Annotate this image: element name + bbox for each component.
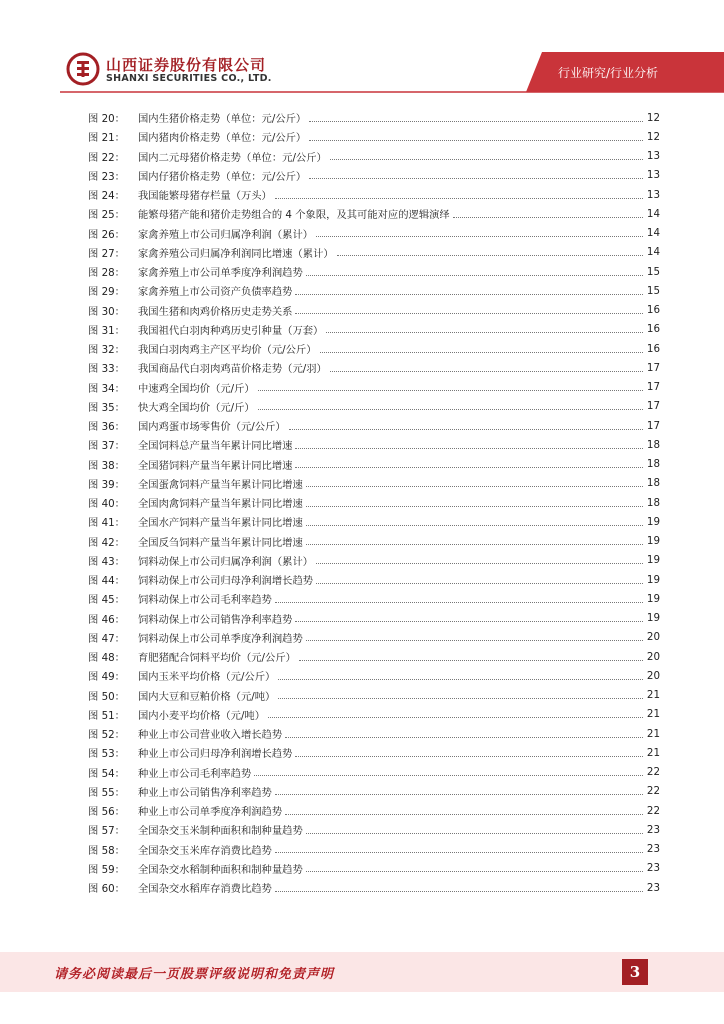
figure-number: 图 28： xyxy=(88,267,125,280)
figure-page: 17 xyxy=(646,361,660,374)
figure-title: 我国生猪和肉鸡价格历史走势关系 xyxy=(138,305,293,318)
figure-number: 图 30： xyxy=(88,305,125,318)
toc-row[interactable] xyxy=(88,262,660,281)
figure-title: 全国蛋禽饲料产量当年累计同比增速 xyxy=(138,478,303,491)
leader-dots xyxy=(278,678,643,680)
toc-row[interactable] xyxy=(88,474,660,493)
figure-title: 国内鸡蛋市场零售价（元/公斤） xyxy=(138,421,286,434)
figure-number: 图 23： xyxy=(88,170,125,183)
toc-row[interactable] xyxy=(88,281,660,300)
leader-dots xyxy=(275,793,643,795)
figure-page: 12 xyxy=(646,111,660,124)
figure-page: 16 xyxy=(646,304,660,317)
figure-number: 图 38： xyxy=(88,459,125,472)
leader-dots xyxy=(306,639,643,641)
figure-number: 图 46： xyxy=(88,613,125,626)
figure-number: 图 55： xyxy=(88,786,125,799)
toc-row[interactable] xyxy=(88,589,660,608)
figure-number: 图 48： xyxy=(88,652,125,665)
figure-page: 13 xyxy=(646,188,660,201)
figure-title: 家禽养殖上市公司归属净利润（累计） xyxy=(138,228,314,241)
toc-row[interactable] xyxy=(88,666,660,685)
figure-number: 图 26： xyxy=(88,228,125,241)
figure-number: 图 40： xyxy=(88,498,125,511)
figure-title: 中速鸡全国均价（元/斤） xyxy=(138,382,255,395)
figure-page: 20 xyxy=(646,650,660,663)
leader-dots xyxy=(254,774,643,776)
figure-title: 国内大豆和豆粕价格（元/吨） xyxy=(138,690,276,703)
figure-title: 家禽养殖上市公司单季度净利润趋势 xyxy=(138,267,303,280)
figure-page: 22 xyxy=(646,804,660,817)
figure-number: 图 44： xyxy=(88,575,125,588)
figure-title: 国内玉米平均价格（元/公斤） xyxy=(138,671,276,684)
toc-row[interactable] xyxy=(88,147,660,166)
toc-row[interactable] xyxy=(88,551,660,570)
leader-dots xyxy=(316,582,643,584)
figure-page: 14 xyxy=(646,246,660,259)
figure-title: 育肥猪配合饲料平均价（元/公斤） xyxy=(138,652,296,665)
figure-title: 饲料动保上市公司归母净利润增长趋势 xyxy=(138,575,314,588)
figure-page: 15 xyxy=(646,284,660,297)
figure-number: 图 22： xyxy=(88,151,125,164)
figure-number: 图 54： xyxy=(88,767,125,780)
company-logo-icon xyxy=(66,52,100,86)
toc-row[interactable] xyxy=(88,801,660,820)
figure-number: 图 47： xyxy=(88,632,125,645)
toc-row[interactable] xyxy=(88,416,660,435)
figure-page: 21 xyxy=(646,708,660,721)
leader-dots xyxy=(320,351,643,353)
toc-row[interactable] xyxy=(88,108,660,127)
toc-row[interactable] xyxy=(88,493,660,512)
figure-title: 国内仔猪价格走势（单位：元/公斤） xyxy=(138,170,307,183)
figure-page: 21 xyxy=(646,746,660,759)
toc-row[interactable] xyxy=(88,859,660,878)
figure-title: 我国祖代白羽肉种鸡历史引种量（万套） xyxy=(138,324,324,337)
leader-dots xyxy=(309,177,643,179)
leader-dots xyxy=(295,447,643,449)
figure-title: 种业上市公司营业收入增长趋势 xyxy=(138,729,283,742)
leader-dots xyxy=(285,736,643,738)
figure-number: 图 36： xyxy=(88,421,125,434)
leader-dots xyxy=(275,890,643,892)
figure-page: 18 xyxy=(646,477,660,490)
footer-disclaimer: 请务必阅读最后一页股票评级说明和免责声明 xyxy=(54,967,335,982)
leader-dots xyxy=(268,716,643,718)
figure-number: 图 27： xyxy=(88,247,125,260)
figure-title: 能繁母猪产能和猪价走势组合的 4 个象限，及其可能对应的逻辑演绎 xyxy=(138,209,450,222)
figure-number: 图 52： xyxy=(88,729,125,742)
figure-title: 全国饲料总产量当年累计同比增速 xyxy=(138,440,293,453)
figure-number: 图 32： xyxy=(88,344,125,357)
company-name-cn: 山西证券股份有限公司 xyxy=(106,56,267,74)
figure-title: 我国能繁母猪存栏量（万头） xyxy=(138,190,272,203)
leader-dots xyxy=(275,601,643,603)
figure-number: 图 34： xyxy=(88,382,125,395)
leader-dots xyxy=(295,755,643,757)
figure-page: 21 xyxy=(646,727,660,740)
toc-row[interactable] xyxy=(88,455,660,474)
figure-page: 18 xyxy=(646,496,660,509)
report-section-label: 行业研究/行业分析 xyxy=(557,66,659,80)
figure-page: 19 xyxy=(646,535,660,548)
figure-title: 家禽养殖公司归属净利润同比增速（累计） xyxy=(138,247,334,260)
figure-title: 国内猪肉价格走势（单位：元/公斤） xyxy=(138,132,307,145)
figure-title: 家禽养殖上市公司资产负债率趋势 xyxy=(138,286,293,299)
leader-dots xyxy=(278,697,643,699)
leader-dots xyxy=(330,370,643,372)
toc-row[interactable] xyxy=(88,532,660,551)
leader-dots xyxy=(306,274,643,276)
figure-title: 全国水产饲料产量当年累计同比增速 xyxy=(138,517,303,530)
figure-number: 图 50： xyxy=(88,690,125,703)
company-name-en: SHANXI SECURITIES CO., LTD. xyxy=(106,73,272,84)
figure-page: 16 xyxy=(646,323,660,336)
figure-page: 19 xyxy=(646,573,660,586)
figure-page: 23 xyxy=(646,843,660,856)
leader-dots xyxy=(306,832,643,834)
toc-row[interactable] xyxy=(88,647,660,666)
toc-row[interactable] xyxy=(88,840,660,859)
figure-page: 23 xyxy=(646,823,660,836)
figure-title: 种业上市公司销售净利率趋势 xyxy=(138,786,272,799)
toc-row[interactable] xyxy=(88,339,660,358)
figure-page: 19 xyxy=(646,612,660,625)
figure-page: 17 xyxy=(646,381,660,394)
figure-title: 全国杂交玉米制种面积和制种量趋势 xyxy=(138,825,303,838)
figure-number: 图 31： xyxy=(88,324,125,337)
toc-row[interactable] xyxy=(88,782,660,801)
figure-page: 23 xyxy=(646,862,660,875)
figure-number: 图 59： xyxy=(88,863,125,876)
toc-row[interactable] xyxy=(88,166,660,185)
toc-row[interactable] xyxy=(88,878,660,897)
leader-dots xyxy=(285,813,643,815)
toc-row[interactable] xyxy=(88,686,660,705)
toc-row[interactable] xyxy=(88,724,660,743)
figure-number: 图 39： xyxy=(88,478,125,491)
figure-page: 13 xyxy=(646,150,660,163)
toc-row[interactable] xyxy=(88,763,660,782)
leader-dots xyxy=(306,524,643,526)
figure-page: 14 xyxy=(646,207,660,220)
figure-number: 图 57： xyxy=(88,825,125,838)
header-band xyxy=(0,0,724,100)
figure-title: 饲料动保上市公司毛利率趋势 xyxy=(138,594,272,607)
toc-row[interactable] xyxy=(88,358,660,377)
figure-title: 种业上市公司归母净利润增长趋势 xyxy=(138,748,293,761)
figure-title: 快大鸡全国均价（元/斤） xyxy=(138,401,255,414)
toc-row[interactable] xyxy=(88,397,660,416)
toc-row[interactable] xyxy=(88,609,660,628)
figure-page: 22 xyxy=(646,766,660,779)
figure-number: 图 24： xyxy=(88,190,125,203)
figure-number: 图 56： xyxy=(88,806,125,819)
figure-page: 18 xyxy=(646,438,660,451)
toc-row[interactable] xyxy=(88,204,660,223)
leader-dots xyxy=(295,312,643,314)
figure-number: 图 20： xyxy=(88,113,125,126)
leader-dots xyxy=(316,235,643,237)
figure-title: 全国反刍饲料产量当年累计同比增速 xyxy=(138,536,303,549)
figure-page: 19 xyxy=(646,554,660,567)
leader-dots xyxy=(330,158,643,160)
leader-dots xyxy=(309,120,643,122)
toc-row[interactable] xyxy=(88,512,660,531)
figure-page: 19 xyxy=(646,592,660,605)
figure-number: 图 49： xyxy=(88,671,125,684)
figure-title: 我国白羽肉鸡主产区平均价（元/公斤） xyxy=(138,344,317,357)
figure-title: 种业上市公司单季度净利润趋势 xyxy=(138,806,283,819)
leader-dots xyxy=(316,562,643,564)
leader-dots xyxy=(337,254,643,256)
figure-number: 图 58： xyxy=(88,844,125,857)
figure-number: 图 21： xyxy=(88,132,125,145)
leader-dots xyxy=(326,331,643,333)
figure-number: 图 29： xyxy=(88,286,125,299)
figure-number: 图 60： xyxy=(88,883,125,896)
leader-dots xyxy=(299,659,643,661)
toc-row[interactable] xyxy=(88,435,660,454)
toc-row[interactable] xyxy=(88,378,660,397)
figure-title: 我国商品代白羽肉鸡苗价格走势（元/羽） xyxy=(138,363,327,376)
figure-title: 饲料动保上市公司归属净利润（累计） xyxy=(138,555,314,568)
figure-title: 全国肉禽饲料产量当年累计同比增速 xyxy=(138,498,303,511)
leader-dots xyxy=(295,293,643,295)
figure-number: 图 43： xyxy=(88,555,125,568)
toc-row[interactable] xyxy=(88,185,660,204)
leader-dots xyxy=(295,620,643,622)
figure-title: 国内二元母猪价格走势（单位：元/公斤） xyxy=(138,151,327,164)
figure-page: 15 xyxy=(646,265,660,278)
toc-row[interactable] xyxy=(88,320,660,339)
leader-dots xyxy=(258,408,643,410)
figure-page: 14 xyxy=(646,227,660,240)
figure-page: 16 xyxy=(646,342,660,355)
figure-page: 22 xyxy=(646,785,660,798)
figure-page: 23 xyxy=(646,881,660,894)
figure-title: 种业上市公司毛利率趋势 xyxy=(138,767,252,780)
toc-row[interactable] xyxy=(88,820,660,839)
figure-title: 全国杂交水稻制种面积和制种量趋势 xyxy=(138,863,303,876)
figure-page: 21 xyxy=(646,689,660,702)
leader-dots xyxy=(309,139,643,141)
toc-row[interactable] xyxy=(88,224,660,243)
figure-page: 17 xyxy=(646,419,660,432)
figure-title: 饲料动保上市公司单季度净利润趋势 xyxy=(138,632,303,645)
page-number: 3 xyxy=(622,959,648,985)
figure-title: 国内生猪价格走势（单位：元/公斤） xyxy=(138,113,307,126)
figure-page: 13 xyxy=(646,169,660,182)
leader-dots xyxy=(289,428,643,430)
leader-dots xyxy=(295,466,643,468)
page-header xyxy=(0,0,724,100)
figure-page: 12 xyxy=(646,130,660,143)
figure-number: 图 51： xyxy=(88,709,125,722)
figure-title: 国内小麦平均价格（元/吨） xyxy=(138,709,266,722)
figure-page: 18 xyxy=(646,458,660,471)
toc-row[interactable] xyxy=(88,570,660,589)
figure-number: 图 42： xyxy=(88,536,125,549)
figure-number: 图 37： xyxy=(88,440,125,453)
figure-number: 图 45： xyxy=(88,594,125,607)
figure-page: 20 xyxy=(646,631,660,644)
figure-page: 17 xyxy=(646,400,660,413)
leader-dots xyxy=(258,389,643,391)
figure-number: 图 33： xyxy=(88,363,125,376)
leader-dots xyxy=(306,505,643,507)
leader-dots xyxy=(306,485,643,487)
toc-row[interactable] xyxy=(88,628,660,647)
figure-page: 19 xyxy=(646,515,660,528)
figure-title: 全国猪饲料产量当年累计同比增速 xyxy=(138,459,293,472)
toc-row[interactable] xyxy=(88,705,660,724)
figure-number: 图 35： xyxy=(88,401,125,414)
toc-row[interactable] xyxy=(88,743,660,762)
figure-list xyxy=(88,108,660,897)
figure-number: 图 25： xyxy=(88,209,125,222)
toc-row[interactable] xyxy=(88,127,660,146)
leader-dots xyxy=(306,543,643,545)
figure-title: 全国杂交水稻库存消费比趋势 xyxy=(138,883,272,896)
leader-dots xyxy=(306,870,643,872)
leader-dots xyxy=(453,216,643,218)
toc-row[interactable] xyxy=(88,243,660,262)
figure-number: 图 41： xyxy=(88,517,125,530)
figure-number: 图 53： xyxy=(88,748,125,761)
figure-title: 饲料动保上市公司销售净利率趋势 xyxy=(138,613,293,626)
figure-title: 全国杂交玉米库存消费比趋势 xyxy=(138,844,272,857)
toc-row[interactable] xyxy=(88,301,660,320)
leader-dots xyxy=(275,851,643,853)
figure-page: 20 xyxy=(646,669,660,682)
leader-dots xyxy=(275,197,643,199)
